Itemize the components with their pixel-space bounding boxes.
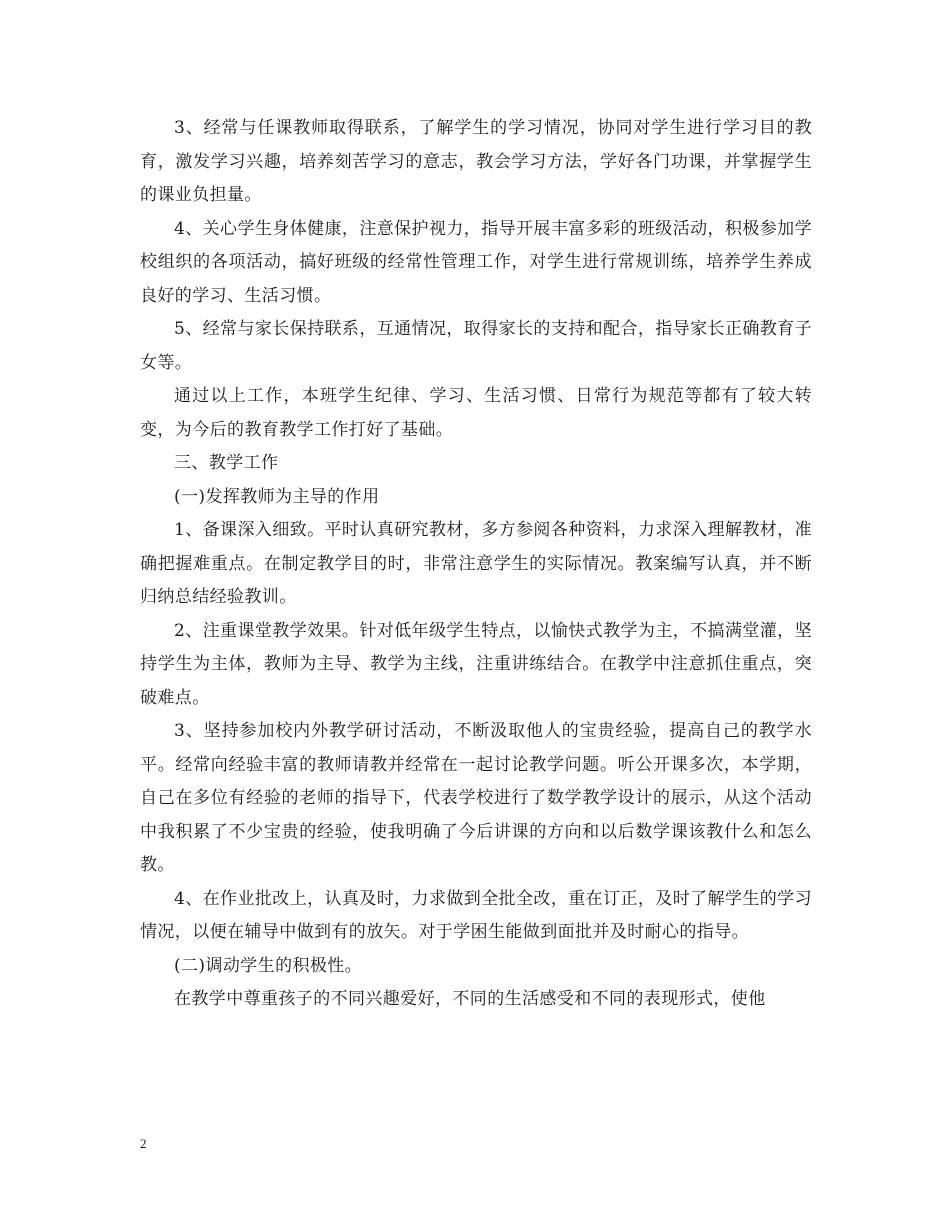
paragraph-8: 4、在作业批改上，认真及时，力求做到全批全改，重在订正，及时了解学生的学习情况，以便在辅导中做到有的放矢。对于学困生能做到面批并及时耐心的指导。 <box>140 888 812 942</box>
subsection-heading-2: (二)调动学生的积极性。 <box>174 955 363 976</box>
paragraph-2: 4、关心学生身体健康，注意保护视力，指导开展丰富多彩的班级活动，积极参加学校组织的各项活动，搞好班级的经常性管理工作，对学生进行常规训练，培养学生养成良好的学习、生活习惯。 <box>140 218 812 306</box>
document-body <box>140 112 812 1017</box>
subsection-heading-1: (一)发挥教师为主导的作用 <box>174 486 380 507</box>
paragraph-7: 3、坚持参加校内外教学研讨活动，不断汲取他人的宝贵经验，提高自己的教学水平。经常向经验丰富的教师请教并经常在一起讨论教学问题。听公开课多次，本学期，自己在多位有经验的老师的指导下，代表学校进行了数学教学设计的展示，从这个活动中我积累了不少宝贵的经验，使我明确了今后讲课的方向和以后数学课该教什么和怎么教。 <box>140 721 812 875</box>
section-heading: 三、教学工作 <box>174 453 279 473</box>
paragraph-1: 3、经常与任课教师取得联系，了解学生的学习情况，协同对学生进行学习目的教育，激发学习兴趣，培养刻苦学习的意志，教会学习方法，学好各门功课，并掌握学生的课业负担量。 <box>140 118 812 205</box>
page-number: 2 <box>140 1136 147 1151</box>
paragraph-4: 通过以上工作，本班学生纪律、学习、生活习惯、日常行为规范等都有了较大转变，为今后的教育教学工作打好了基础。 <box>140 386 812 440</box>
paragraph-5: 1、备课深入细致。平时认真研究教材，多方参阅各种资料，力求深入理解教材，准确把握难重点。在制定教学目的时，非常注意学生的实际情况。教案编写认真，并不断归纳总结经验教训。 <box>140 520 812 607</box>
paragraph-6: 2、注重课堂教学效果。针对低年级学生特点，以愉快式教学为主，不搞满堂灌，坚持学生为主体，教师为主导、教学为主线，注重讲练结合。在教学中注意抓住重点，突破难点。 <box>140 620 812 708</box>
paragraph-9: 在教学中尊重孩子的不同兴趣爱好，不同的生活感受和不同的表现形式，使他 <box>174 989 766 1009</box>
paragraph-3: 5、经常与家长保持联系，互通情况，取得家长的支持和配合，指导家长正确教育子女等。 <box>140 319 812 373</box>
